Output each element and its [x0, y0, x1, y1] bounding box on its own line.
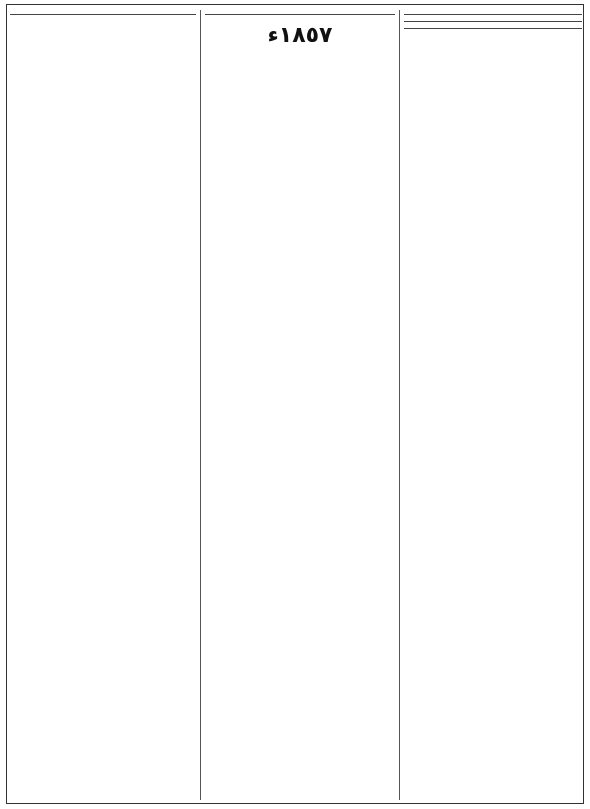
column-divider-right: [399, 10, 400, 800]
divider: [10, 14, 196, 15]
column-middle: [205, 8, 395, 800]
column-divider-left: [200, 10, 201, 800]
divider: [404, 21, 582, 22]
column-left: [10, 8, 196, 800]
divider: [205, 14, 395, 15]
column-right: [404, 8, 582, 800]
divider: [404, 28, 582, 29]
divider: [404, 14, 582, 15]
year-heading: ١٨٥٧ء: [267, 23, 333, 48]
